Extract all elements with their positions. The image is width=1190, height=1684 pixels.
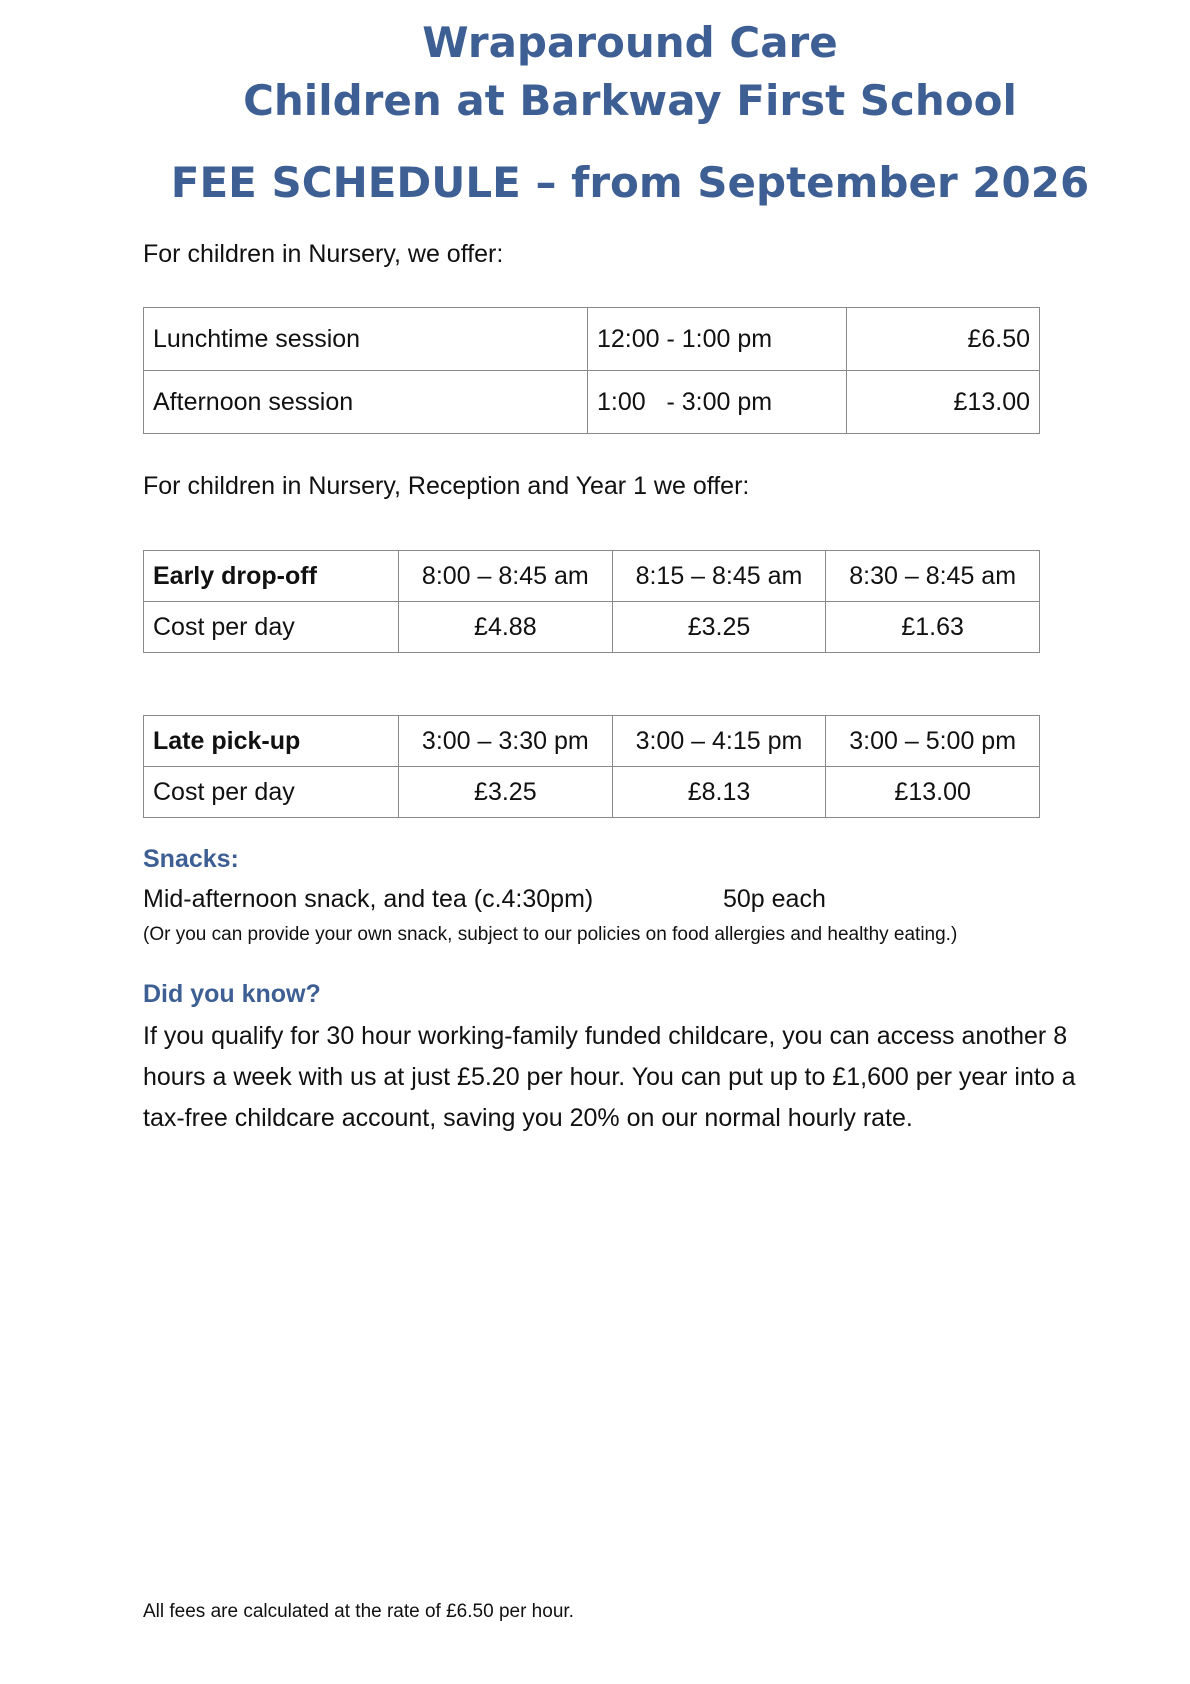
snack-price: 50p each	[723, 885, 826, 913]
session-time: 1:00 - 3:00 pm	[588, 371, 847, 434]
table-row	[144, 716, 1040, 767]
early-time: 8:30 – 8:45 am	[826, 551, 1040, 602]
early-dropoff-header: Early drop-off	[144, 551, 399, 602]
session-time: 12:00 - 1:00 pm	[588, 308, 847, 371]
late-time: 3:00 – 5:00 pm	[826, 716, 1040, 767]
table-row	[144, 371, 1040, 434]
late-cost: £8.13	[612, 767, 826, 818]
table-row	[144, 551, 1040, 602]
table-row	[144, 767, 1040, 818]
late-cost: £13.00	[826, 767, 1040, 818]
session-price: £13.00	[847, 371, 1040, 434]
late-cost: £3.25	[399, 767, 613, 818]
page-title: Wraparound Care	[422, 18, 838, 67]
table-row	[144, 602, 1040, 653]
wrap-intro: For children in Nursery, Reception and Year 1 we offer:	[143, 472, 750, 500]
page-subtitle: Children at Barkway First School	[243, 76, 1017, 125]
table-row	[144, 308, 1040, 371]
late-time: 3:00 – 4:15 pm	[612, 716, 826, 767]
early-cost: £4.88	[399, 602, 613, 653]
late-pickup-header: Late pick-up	[144, 716, 399, 767]
early-time: 8:15 – 8:45 am	[612, 551, 826, 602]
session-label: Afternoon session	[144, 371, 588, 434]
session-label: Lunchtime session	[144, 308, 588, 371]
snacks-heading: Snacks:	[143, 845, 239, 873]
did-you-know-text: If you qualify for 30 hour working-family funded childcare, you can access another 8 hours a week with us at just £5.20 per hour. You can put up to £1,600 per year into a tax-free childcare account, saving you 20% on our normal hourly rate.	[143, 1022, 1076, 1132]
early-cost: £3.25	[612, 602, 826, 653]
late-time: 3:00 – 3:30 pm	[399, 716, 613, 767]
fee-schedule-title: FEE SCHEDULE – from September 2026	[170, 158, 1090, 207]
late-pickup-table	[143, 715, 1040, 818]
nursery-table	[143, 307, 1040, 434]
title-block	[0, 14, 1190, 212]
footer-note: All fees are calculated at the rate of £6.50 per hour.	[143, 1601, 574, 1622]
early-time: 8:00 – 8:45 am	[399, 551, 613, 602]
nursery-intro: For children in Nursery, we offer:	[143, 240, 504, 268]
early-dropoff-table	[143, 550, 1040, 653]
early-cost: £1.63	[826, 602, 1040, 653]
session-price: £6.50	[847, 308, 1040, 371]
did-you-know-heading: Did you know?	[143, 980, 321, 1008]
cost-label: Cost per day	[144, 602, 399, 653]
snack-item: Mid-afternoon snack, and tea (c.4:30pm)	[143, 885, 594, 913]
snack-note: (Or you can provide your own snack, subject to our policies on food allergies and healthy eating.)	[143, 924, 958, 945]
cost-label: Cost per day	[144, 767, 399, 818]
